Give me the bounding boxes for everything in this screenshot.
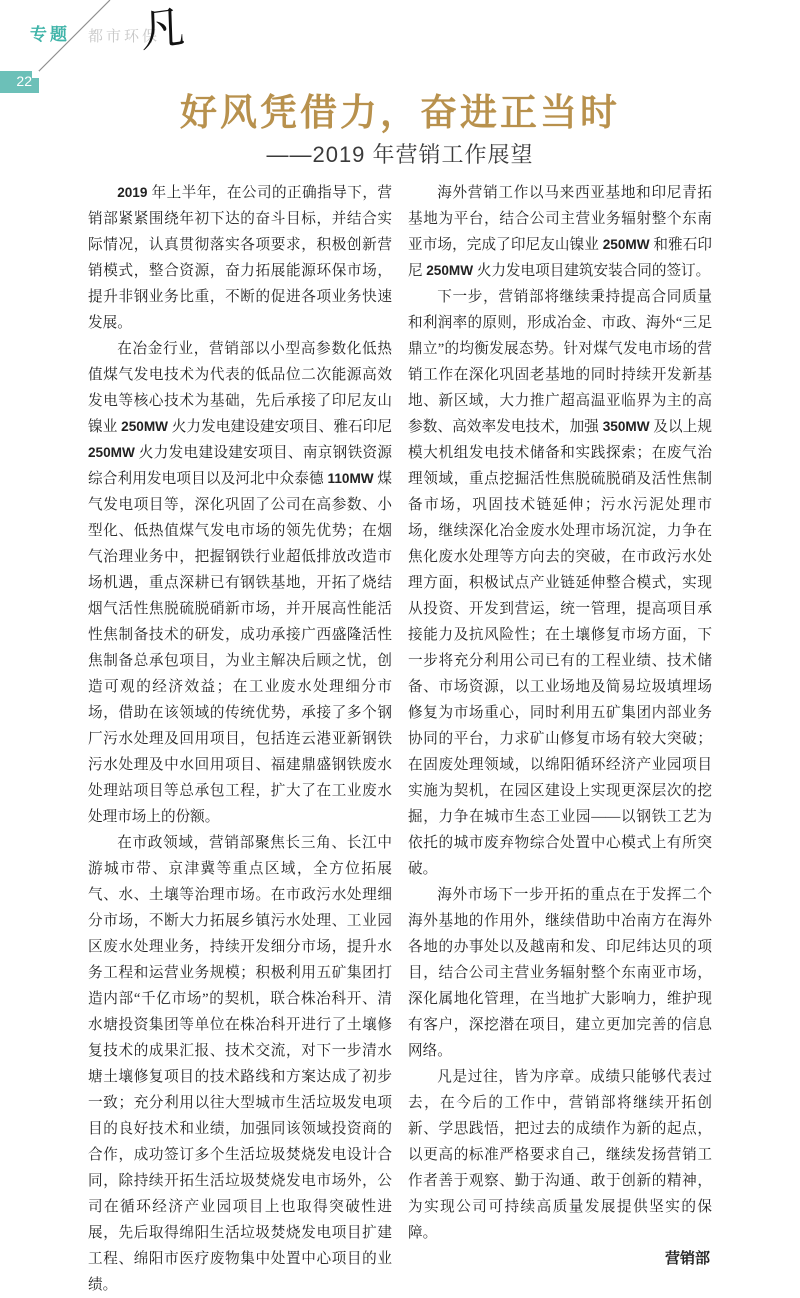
body-paragraph: 在冶金行业，营销部以小型高参数化低热值煤气发电技术为代表的低品位二次能源高效发电等核心技术为基础，先后承接了印尼友山镍业 250MW 火力发电建设建安项目、雅石印尼 250MW 火力发电建设建安项目、南京钢铁资源综合利用发电项目以及河北中众泰德 110MW 煤气发电项目等，深化巩固了公司在高参数、小型化、低热值煤气发电市场的领先优势；在烟气治理业务中，把握钢铁行业超低排放改造市场机遇，重点深耕已有钢铁基地，开拓了烧结烟气活性焦脱硫脱硝新市场，并开展高性能活性焦制备技术的研发，成功承接广西盛隆活性焦制备总承包项目，为业主解决后顾之忧，创造可观的经济效益；在工业废水处理细分市场，借助在该领域的传统优势，承接了多个钢厂污水处理及回用项目，包括连云港亚新钢铁污水处理及中水回用项目、福建鼎盛钢铁废水处理站项目等总承包工程，扩大了在工业废水处理市场上的份额。 [88,341,392,825]
body-paragraph: 凡是过往，皆为序章。成绩只能够代表过去，在今后的工作中，营销部将继续开拓创新、学思践悟，把过去的成绩作为新的起点，以更高的标准严格要求自己，继续发扬营销工作者善于观察、勤于沟通、敢于创新的精神，为实现公司可持续高质量发展提供坚实的保障。 [408,1069,712,1241]
body-paragraph: 在市政领域，营销部聚焦长三角、长江中游城市带、京津冀等重点区域，全方位拓展气、水、土壤等治理市场。在市政污水处理细分市场，不断大力拓展乡镇污水处理、工业园区废水处理业务，持续开发细分市场，提升水务工程和运营业务规模；积极利用五矿集团打造内部“千亿市场”的契机，联合株冶科开、清水塘投资集团等单位在株冶科开进行了土壤修复技术的成果汇报、技术交流，对下一步清水塘土壤修复项目的技术路线和方案达成了初步一致；充分利用以往大型城市生活垃圾发电项目的良好技术和业绩，加强同该领域投资商的合作，成功签订多个生活垃圾焚烧发电设计合同，除持续开拓生活垃圾焚烧发电市场外，公司在循环经济产业园项目上也取得突破性进展，先后取得绵阳生活垃圾焚烧发电项目扩建工程、绵阳市医疗废物集中处置中心项目的业绩。 [88,835,392,1293]
article-subtitle: ——2019 年营销工作展望 [266,142,534,167]
page-number: 22 [16,73,32,89]
left-column [88,180,392,1298]
body-paragraph: 下一步，营销部将继续秉持提高合同质量和利润率的原则，形成冶金、市政、海外“三足鼎立”的均衡发展态势。针对煤气发电市场的营销工作在深化巩固老基地的同时持续开发新基地、新区域，大力推广超高温亚临界为主的高参数、高效率发电技术，加强 350MW 及以上规模大机组发电技术储备和实践探索；在废气治理领域，重点挖掘活性焦脱硫脱硝及活性焦制备市场，巩固技术链延伸；污水污泥处理市场，继续深化冶金废水处理市场沉淀，力争在焦化废水处理等方向去的突破，在市政污水处理方面，积极试点产业链延伸整合模式，实现从投资、开发到营运，统一管理，提高项目承接能力及抗风险性；在土壤修复市场方面，下一步将充分利用公司已有的工程业绩、技术储备、市场资源，以工业场地及简易垃圾填埋场修复为市场重心，同时利用五矿集团内部业务协同的平台，力求矿山修复市场有较大突破；在固废处理领域，以绵阳循环经济产业园项目实施为契机，在园区建设上实现更深层次的挖掘，力争在城市生态工业园——以钢铁工艺为依托的城市废弃物综合处置中心模式上有所突破。 [408,289,712,877]
brand-logo-glyph: 凡 [140,0,186,59]
article-title: 好风凭借力，奋进正当时 [180,92,620,133]
article-signature: 营销部 [664,1250,710,1267]
brand-name: 都市环保 [88,28,161,45]
section-label: 专题 [30,25,70,44]
body-paragraph: 2019 年上半年，在公司的正确指导下，营销部紧紧围绕年初下达的奋斗目标，并结合实际情况，认真贯彻落实各项要求，积极创新营销模式，整合资源，奋力拓展能源环保市场，提升非钢业务比重，不断的促进各项业务快速发展。 [88,185,392,331]
body-paragraph: 海外市场下一步开拓的重点在于发挥二个海外基地的作用外，继续借助中冶南方在海外各地的办事处以及越南和发、印尼纬达贝的项目，结合公司主营业务辐射整个东南亚市场，深化属地化管理，在当地扩大影响力，维护现有客户，深挖潜在项目，建立更加完善的信息网络。 [408,887,712,1059]
page-badge-notch [32,71,39,78]
body-paragraph: 海外营销工作以马来西亚基地和印尼青拓基地为平台，结合公司主营业务辐射整个东南亚市场，完成了印尼友山镍业 250MW 和雅石印尼 250MW 火力发电项目建筑安装合同的签订。 [408,185,712,279]
right-column [408,180,712,1298]
article-body [88,180,712,1298]
